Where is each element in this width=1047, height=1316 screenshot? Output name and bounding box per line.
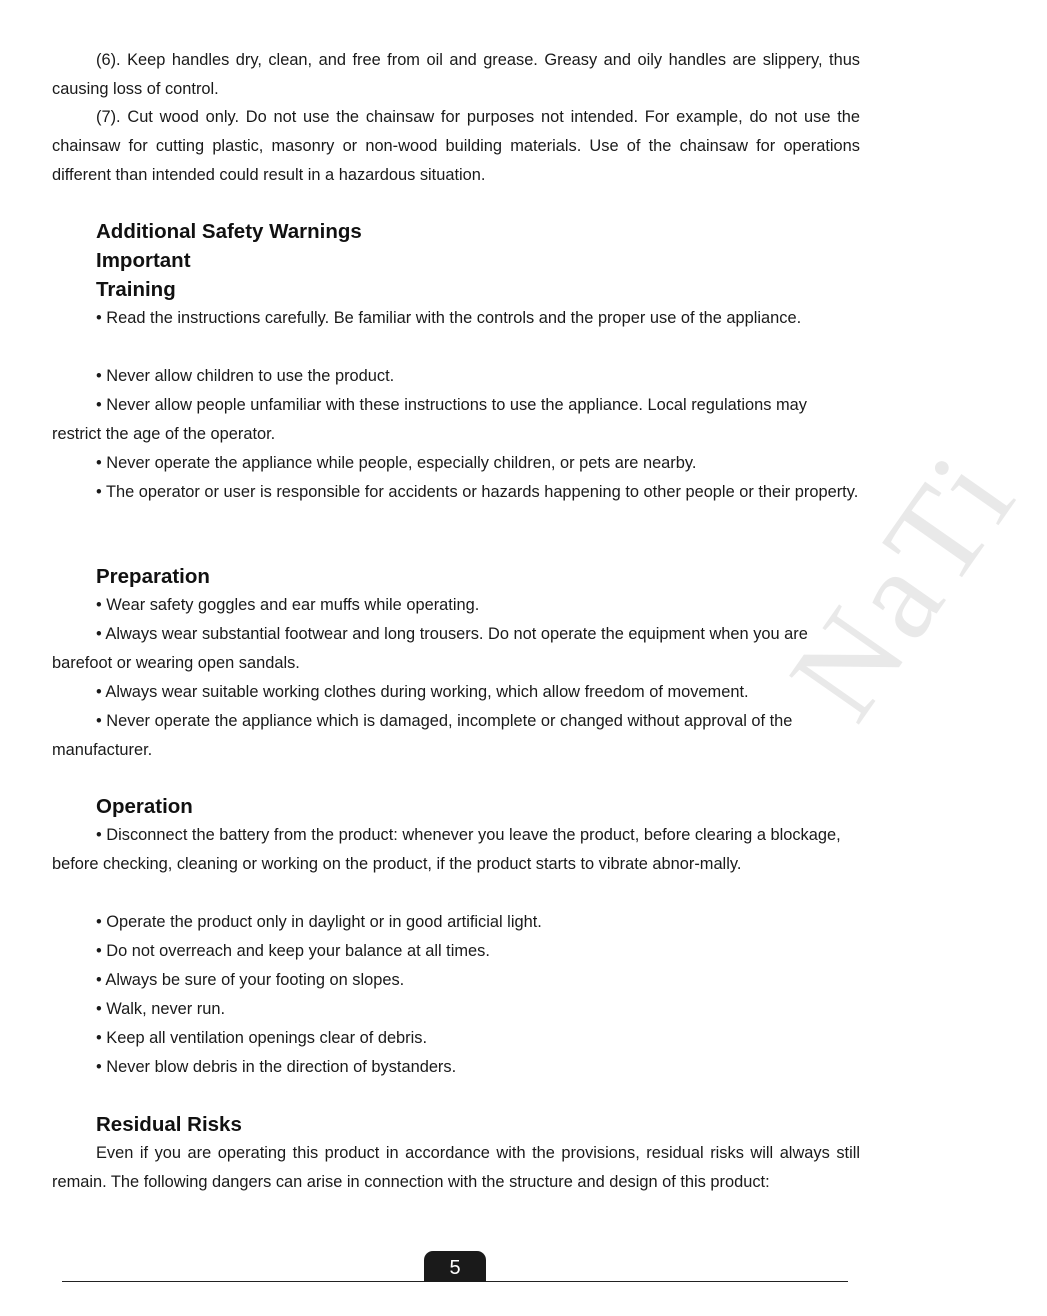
preparation-item: • Wear safety goggles and ear muffs while operating. — [96, 596, 480, 614]
page-number-tab: 5 — [424, 1251, 486, 1282]
heading-operation: Operation — [96, 795, 193, 818]
heading-important: Important — [96, 249, 191, 272]
operation-item: • Do not overreach and keep your balance at all times. — [96, 942, 490, 960]
training-item: • Read the instructions carefully. Be familiar with the controls and the proper use of the appliance. — [96, 309, 802, 327]
operation-item: • Walk, never run. — [96, 1000, 226, 1018]
heading-additional-safety-warnings: Additional Safety Warnings — [96, 220, 362, 243]
preparation-item: • Always wear suitable working clothes during working, which allow freedom of movement. — [96, 683, 749, 701]
paragraph-residual-risks: Even if you are operating this product in accordance with the provisions, residual risks will always still remain. The following dangers can arise in connection with the structure and design of this product: — [52, 1144, 860, 1191]
training-item: • Never allow people unfamiliar with these instructions to use the appliance. Local regulations may restrict the age of the operator. — [52, 396, 807, 443]
training-item: • The operator or user is responsible for accidents or hazards happening to other people or their property. — [96, 483, 859, 501]
training-item: • Never allow children to use the product. — [96, 367, 395, 385]
training-item: • Never operate the appliance while people, especially children, or pets are nearby. — [96, 454, 697, 472]
paragraph-cut-wood: (7). Cut wood only. Do not use the chainsaw for purposes not intended. For example, do not use the chainsaw for cutting plastic, masonry or non-wood building materials. Use of the chainsaw for operations different than intended could result in a hazardous situation. — [52, 108, 860, 184]
preparation-item: • Always wear substantial footwear and long trousers. Do not operate the equipment when you are barefoot or wearing open sandals. — [52, 625, 808, 672]
operation-item: • Disconnect the battery from the product: whenever you leave the product, before clearing a blockage, before checking, cleaning or working on the product, if the product starts to vibrate abnor-mally. — [52, 826, 841, 873]
operation-item: • Operate the product only in daylight or in good artificial light. — [96, 913, 542, 931]
operation-item: • Never blow debris in the direction of bystanders. — [96, 1058, 457, 1076]
preparation-item: • Never operate the appliance which is damaged, incomplete or changed without approval of the manufacturer. — [52, 712, 793, 759]
heading-residual-risks: Residual Risks — [96, 1113, 242, 1136]
paragraph-handles: (6). Keep handles dry, clean, and free from oil and grease. Greasy and oily handles are slippery, thus causing loss of control. — [52, 51, 860, 98]
operation-item: • Keep all ventilation openings clear of debris. — [96, 1029, 428, 1047]
operation-item: • Always be sure of your footing on slopes. — [96, 971, 405, 989]
heading-preparation: Preparation — [96, 565, 210, 588]
watermark-text: NaTi — [762, 426, 1045, 745]
heading-training: Training — [96, 278, 176, 301]
